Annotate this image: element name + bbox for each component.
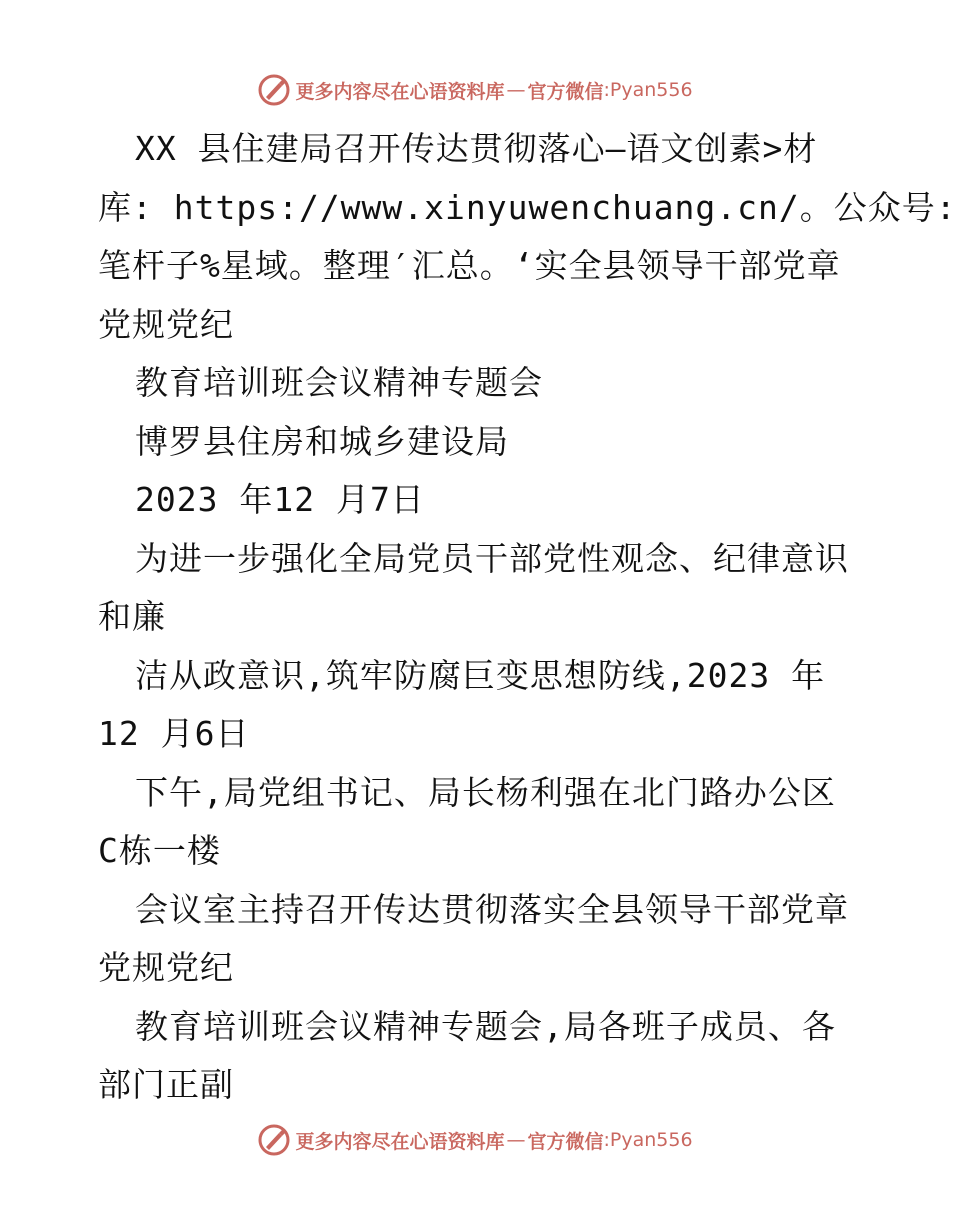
- body-line: 笔杆子%星域。整理′汇总。‘实全县领导干部党章: [98, 246, 841, 285]
- body-line: 下午,局党组书记、局长杨利强在北门路办公区: [135, 772, 836, 812]
- body-line: 库: https://www.xinyuwenchuang.cn/。公众号:: [98, 187, 957, 227]
- pen-logo-icon: [257, 73, 291, 107]
- watermark-text: 更多内容尽在心语资料库: [295, 80, 505, 103]
- header-watermark: [0, 72, 950, 108]
- watermark-id: Pyan556: [609, 79, 693, 101]
- body-line: 博罗县住房和城乡建设局: [135, 421, 509, 461]
- watermark-dash: —: [506, 79, 526, 101]
- body-line: 党规党纪: [98, 948, 234, 987]
- body-line: XX 县住建局召开传达贯彻落心—语文创素>材: [135, 129, 818, 168]
- watermark-dash: —: [506, 1129, 526, 1151]
- watermark-separator: :: [603, 1129, 610, 1151]
- footer-watermark: [0, 1122, 950, 1158]
- body-line: 教育培训班会议精神专题会: [135, 363, 543, 402]
- body-line: C栋一楼: [98, 831, 221, 870]
- watermark-label: 官方微信: [527, 80, 604, 103]
- watermark-text: 更多内容尽在心语资料库: [295, 1130, 505, 1153]
- watermark-separator: :: [603, 79, 610, 101]
- body-line: 洁从政意识,筑牢防腐巨变思想防线,2023 年: [135, 655, 826, 695]
- body-line: 党规党纪: [98, 304, 234, 344]
- watermark-label: 官方微信: [527, 1130, 604, 1153]
- body-line: 为进一步强化全局党员干部党性观念、纪律意识: [135, 538, 849, 578]
- document-body: [98, 120, 957, 1115]
- body-line: 会议室主持召开传达贯彻落实全县领导干部党章: [135, 889, 849, 929]
- pen-logo-icon: [257, 1123, 291, 1157]
- body-line: 部门正副: [98, 1065, 234, 1104]
- body-line: 和廉: [98, 597, 166, 636]
- body-line: 12 月6日: [98, 714, 250, 753]
- body-line: 2023 年12 月7日: [135, 480, 425, 519]
- body-line: 教育培训班会议精神专题会,局各班子成员、各: [135, 1006, 836, 1046]
- watermark-id: Pyan556: [609, 1129, 693, 1151]
